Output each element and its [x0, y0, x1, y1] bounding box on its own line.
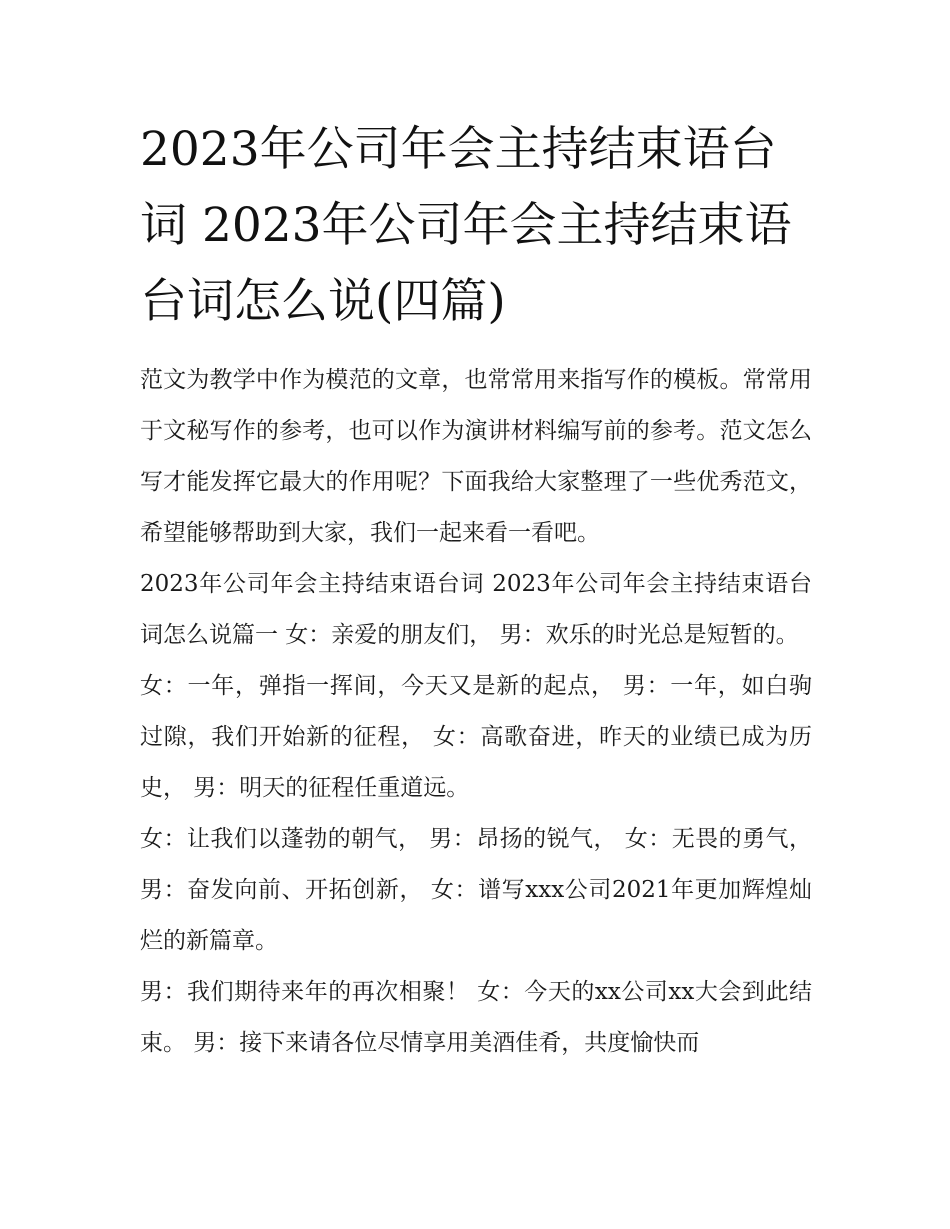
paragraph-dialogue-1: 女：一年，弹指一挥间，今天又是新的起点， 男：一年，如白驹过隙，我们开始新的征程， 女：高歌奋进，昨天的业绩已成为历史， 男：明天的征程任重道远。 — [140, 673, 812, 801]
document-title: 2023年公司年会主持结束语台词 2023年公司年会主持结束语台词怎么说(四篇) — [140, 122, 792, 329]
document-body — [140, 355, 812, 1069]
paragraph-dialogue-2: 女：让我们以蓬勃的朝气， 男：昂扬的锐气， 女：无畏的勇气， 男：奋发向前、开拓创新， 女：谱写xxx公司2021年更加辉煌灿烂的新篇章。 — [140, 826, 812, 954]
paragraph-dialogue-3: 男：我们期待来年的再次相聚！ 女：今天的xx公司xx大会到此结束。 男：接下来请各位尽情享用美酒佳肴，共度愉快而 — [140, 979, 812, 1056]
paragraph-opening: 2023年公司年会主持结束语台词 2023年公司年会主持结束语台词怎么说篇一 女：亲爱的朋友们， 男：欢乐的时光总是短暂的。 — [140, 571, 812, 648]
paragraph-intro: 范文为教学中作为模范的文章，也常常用来指写作的模板。常常用于文秘写作的参考，也可以作为演讲材料编写前的参考。范文怎么写才能发挥它最大的作用呢？下面我给大家整理了一些优秀范文，希望能够帮助到大家，我们一起来看一看吧。 — [140, 367, 812, 546]
